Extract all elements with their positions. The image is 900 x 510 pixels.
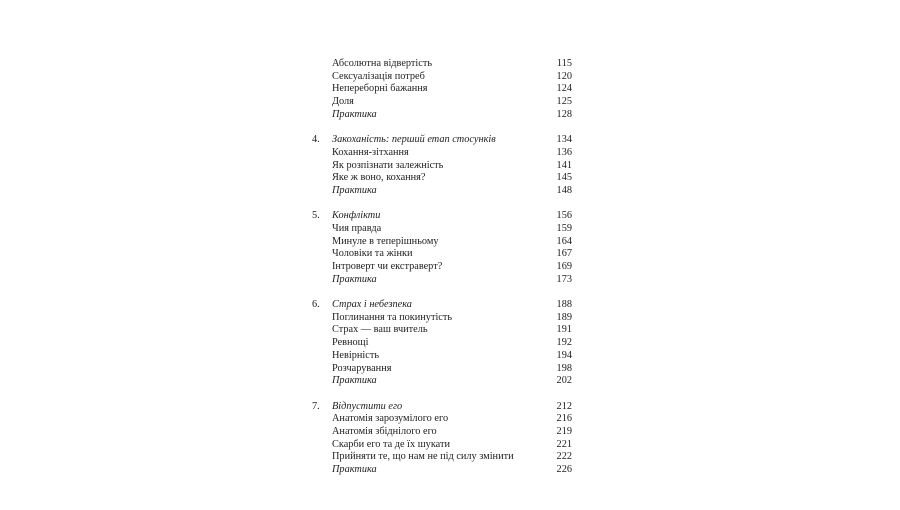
toc-section (312, 210, 574, 286)
chapter-title: Закоханість: перший етап стосунків (332, 134, 496, 146)
page-number: 216 (556, 413, 572, 425)
page-number: 202 (556, 375, 572, 387)
entry-title: Ревнощі (332, 337, 369, 349)
toc-entry[interactable] (312, 248, 574, 261)
page-number: 136 (556, 146, 572, 158)
entry-title: Практика (332, 184, 377, 196)
chapter-title: Конфлікти (332, 210, 381, 222)
chapter-heading[interactable] (312, 210, 574, 223)
toc-entry-practice[interactable] (312, 185, 574, 198)
entry-title: Сексуалізація потреб (332, 70, 425, 82)
toc-entry[interactable] (312, 83, 574, 96)
chapter-title: Відпустити его (332, 400, 403, 412)
section-spacer (312, 286, 574, 299)
chapter-number: 4. (312, 134, 320, 146)
toc-entry[interactable] (312, 439, 574, 452)
entry-title: Кохання-зітхання (332, 146, 409, 158)
page-number: 188 (556, 299, 572, 311)
page-number: 156 (556, 210, 572, 222)
page-number: 173 (556, 273, 572, 285)
page-number: 222 (556, 451, 572, 463)
toc-section (312, 58, 574, 121)
page-number: 219 (556, 425, 572, 437)
chapter-number: 5. (312, 210, 320, 222)
toc-entry[interactable] (312, 363, 574, 376)
toc-entry[interactable] (312, 426, 574, 439)
entry-title: Невірність (332, 349, 380, 361)
toc-section (312, 401, 574, 477)
entry-title: Як розпізнати залежність (332, 159, 444, 171)
toc-entry[interactable] (312, 451, 574, 464)
toc-entry-practice[interactable] (312, 375, 574, 388)
toc-entry[interactable] (312, 236, 574, 249)
page-number: 120 (556, 70, 572, 82)
toc-entry[interactable] (312, 261, 574, 274)
toc-section (312, 134, 574, 197)
entry-title: Інтроверт чи екстраверт? (332, 261, 443, 272)
page-number: 115 (556, 58, 572, 69)
table-of-contents (312, 58, 574, 477)
page-number: 128 (556, 108, 572, 120)
toc-entry-practice[interactable] (312, 274, 574, 287)
toc-entry[interactable] (312, 160, 574, 173)
toc-entry-practice[interactable] (312, 464, 574, 477)
chapter-number: 7. (312, 400, 320, 412)
entry-title: Непереборні бажання (332, 83, 428, 95)
page-number: 221 (556, 438, 572, 450)
page-number: 164 (556, 235, 572, 247)
page-number: 169 (556, 261, 572, 272)
entry-title: Анатомія зарозумілого его (332, 413, 449, 425)
toc-section (312, 299, 574, 388)
section-spacer (312, 388, 574, 401)
entry-title: Яке ж воно, кохання? (332, 172, 426, 184)
entry-title: Абсолютна відвертість (332, 58, 433, 69)
chapter-heading[interactable] (312, 401, 574, 414)
page-number: 194 (556, 349, 572, 361)
entry-title: Поглинання та покинутість (332, 311, 453, 323)
page-number: 212 (556, 400, 572, 412)
entry-title: Минуле в теперішньому (332, 235, 439, 247)
toc-entry[interactable] (312, 312, 574, 325)
toc-entry[interactable] (312, 147, 574, 160)
page-number: 159 (556, 222, 572, 234)
page-number: 141 (556, 159, 572, 171)
page-number: 198 (556, 362, 572, 374)
page-number: 226 (556, 464, 572, 475)
page-number: 191 (556, 324, 572, 336)
toc-entry[interactable] (312, 324, 574, 337)
toc-entry[interactable] (312, 337, 574, 350)
chapter-heading[interactable] (312, 299, 574, 312)
toc-entry[interactable] (312, 96, 574, 109)
entry-title: Чоловіки та жінки (332, 248, 413, 260)
entry-title: Практика (332, 464, 377, 475)
entry-title: Розчарування (332, 362, 392, 374)
entry-title: Анатомія збіднілого его (332, 425, 437, 437)
toc-entry[interactable] (312, 71, 574, 84)
page-number: 189 (556, 311, 572, 323)
toc-entry[interactable] (312, 172, 574, 185)
entry-title: Практика (332, 273, 377, 285)
toc-entry[interactable] (312, 350, 574, 363)
toc-entry[interactable] (312, 223, 574, 236)
entry-title: Чия правда (332, 222, 382, 234)
toc-entry-practice[interactable] (312, 109, 574, 122)
entry-title: Доля (332, 96, 354, 108)
page-number: 148 (556, 184, 572, 196)
page-number: 125 (556, 96, 572, 108)
entry-title: Практика (332, 108, 377, 120)
page-number: 167 (556, 248, 572, 260)
chapter-title: Страх і небезпека (332, 299, 412, 311)
entry-title: Скарби его та де їх шукати (332, 438, 450, 450)
section-spacer (312, 121, 574, 134)
entry-title: Практика (332, 375, 377, 387)
chapter-number: 6. (312, 299, 320, 311)
page-number: 192 (556, 337, 572, 349)
page-number: 124 (556, 83, 572, 95)
entry-title: Прийняти те, що нам не під силу змінити (332, 451, 514, 463)
page-number: 134 (556, 134, 572, 146)
chapter-heading[interactable] (312, 134, 574, 147)
page-number: 145 (556, 172, 572, 184)
entry-title: Страх — ваш вчитель (332, 324, 428, 336)
toc-entry[interactable] (312, 413, 574, 426)
toc-entry[interactable] (312, 58, 574, 71)
section-spacer (312, 198, 574, 211)
